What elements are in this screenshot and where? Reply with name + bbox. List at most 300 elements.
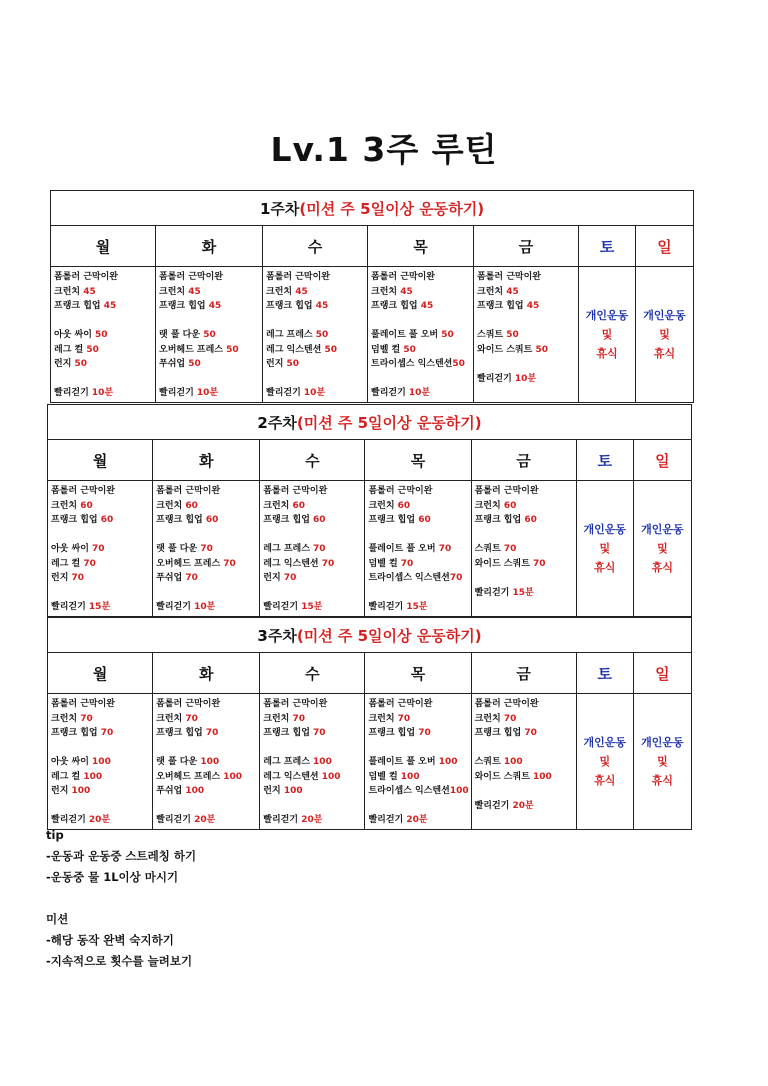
exercise-count: 15분 <box>301 602 323 612</box>
exercise-line <box>159 270 262 285</box>
exercise-line <box>51 712 152 727</box>
rest-line: 휴식 <box>594 774 616 787</box>
exercise-name: 빨리걷기 <box>263 602 302 612</box>
exercise-name: 랫 풀 다운 <box>156 757 201 767</box>
exercise-line <box>368 600 470 615</box>
exercise-name: 크런치 <box>51 500 81 511</box>
exercise-line <box>475 571 576 586</box>
rest-line: 개인운동 <box>583 523 627 536</box>
exercise-line <box>475 726 576 741</box>
exercise-count: 60 <box>524 515 537 525</box>
exercise-count: 15분 <box>512 587 534 598</box>
exercise-line <box>51 799 152 814</box>
rest-line: 개인운동 <box>641 736 684 749</box>
rest-cell <box>576 481 633 617</box>
exercise-line <box>51 784 152 799</box>
exercise-count: 60 <box>80 500 93 511</box>
exercise-name: 와이드 스쿼트 <box>474 558 534 569</box>
routine-cell <box>48 481 153 617</box>
exercise-count: 70 <box>503 544 517 554</box>
exercise-count: 70 <box>397 713 411 724</box>
exercise-line <box>156 755 259 770</box>
exercise-line <box>477 285 578 300</box>
exercise-count: 45 <box>188 286 201 297</box>
exercise-line <box>263 712 364 727</box>
exercise-name: 런지 <box>54 359 75 369</box>
exercise-count: 45 <box>208 301 222 311</box>
exercise-count: 60 <box>503 500 517 511</box>
exercise-line <box>159 328 262 343</box>
exercise-name: 푸쉬업 <box>159 359 189 369</box>
exercise-name: 아웃 싸이 <box>51 757 93 767</box>
exercise-name: 크런치 <box>156 713 186 724</box>
exercise-name: 폼롤러 근막이완 <box>156 699 221 709</box>
exercise-name: 레그 프레스 <box>263 757 314 767</box>
exercise-count: 50 <box>203 330 216 340</box>
exercise-count: 100 <box>449 786 469 796</box>
exercise-line <box>368 755 470 770</box>
mission-item: -지속적으로 횟수를 늘려보기 <box>46 954 193 968</box>
routine-cell <box>368 267 474 403</box>
page-title: Lv.1 3주 루틴 <box>270 130 498 169</box>
exercise-line <box>368 499 470 514</box>
exercise-line <box>51 586 152 601</box>
exercise-name: 폼롤러 근막이완 <box>474 699 539 709</box>
exercise-line <box>156 726 259 741</box>
exercise-name: 프랭크 힙업 <box>263 515 314 525</box>
day-row <box>48 653 692 694</box>
exercise-line <box>156 697 259 712</box>
exercise-name: 아웃 싸이 <box>54 330 96 340</box>
exercise-line <box>475 513 576 528</box>
day-header: 화 <box>153 653 260 694</box>
exercise-count: 45 <box>420 301 434 311</box>
exercise-count: 50 <box>324 344 337 355</box>
exercise-line <box>368 542 470 557</box>
exercise-line <box>156 784 259 799</box>
routine-cell <box>471 694 576 830</box>
exercise-count: 50 <box>403 344 416 355</box>
exercise-name: 폼롤러 근막이완 <box>368 486 433 496</box>
exercise-count: 70 <box>503 713 517 724</box>
mission-item: -해당 동작 완벽 숙지하기 <box>46 933 174 947</box>
exercise-line <box>477 357 578 372</box>
exercise-name: 폼롤러 근막이완 <box>263 699 328 709</box>
notes <box>46 825 196 972</box>
exercise-name: 빨리걷기 <box>51 602 89 612</box>
exercise-name: 프랭크 힙업 <box>474 728 525 738</box>
week-mission: (미션 주 5일이상 운동하기) <box>296 626 482 645</box>
rest-line: 휴식 <box>651 561 674 574</box>
exercise-line <box>156 542 259 557</box>
exercise-name: 런지 <box>263 786 284 796</box>
exercise-count: 15분 <box>406 602 428 612</box>
exercise-line <box>263 813 364 828</box>
exercise-line <box>368 726 470 741</box>
exercise-name: 빨리걷기 <box>266 388 304 398</box>
exercise-count: 45 <box>400 286 413 297</box>
exercise-line <box>368 557 470 572</box>
exercise-line <box>263 484 364 499</box>
exercise-count: 70 <box>185 713 198 724</box>
exercise-name: 빨리걷기 <box>159 388 197 398</box>
tip-item: -운동중 물 1L이상 마시기 <box>46 870 179 884</box>
exercise-name: 크런치 <box>266 286 296 297</box>
day-header: 금 <box>471 440 576 481</box>
exercise-count: 45 <box>295 286 308 297</box>
exercise-count: 60 <box>313 515 326 525</box>
exercise-name: 크런치 <box>371 286 401 297</box>
exercise-name: 오버헤드 프레스 <box>159 344 227 355</box>
day-header: 토 <box>576 653 633 694</box>
exercise-line <box>477 372 578 387</box>
exercise-count: 70 <box>321 558 335 569</box>
exercise-count: 70 <box>524 728 537 738</box>
rest-line: 개인운동 <box>643 309 686 322</box>
exercise-name: 런지 <box>263 573 284 583</box>
exercise-line <box>475 741 576 756</box>
week-header <box>51 191 694 226</box>
week-header <box>48 618 692 653</box>
exercise-name: 스쿼트 <box>477 330 507 340</box>
exercise-line <box>159 299 262 314</box>
exercise-line <box>371 270 473 285</box>
exercise-name: 풀레이트 풀 오버 <box>368 544 439 554</box>
exercise-line <box>263 697 364 712</box>
week-header <box>48 405 692 440</box>
exercise-count: 100 <box>533 771 552 782</box>
exercise-line <box>477 314 578 329</box>
day-header: 토 <box>576 440 633 481</box>
exercise-line <box>263 784 364 799</box>
exercise-name: 스쿼트 <box>474 544 504 554</box>
exercise-name: 크런치 <box>368 713 398 724</box>
exercise-line <box>54 299 155 314</box>
exercise-line <box>266 328 367 343</box>
exercise-line <box>266 372 367 387</box>
exercise-count: 60 <box>292 500 306 511</box>
exercise-name: 덤벨 컬 <box>371 344 404 355</box>
rest-line: 및 <box>601 328 613 341</box>
exercise-line <box>156 586 259 601</box>
day-header: 월 <box>48 653 153 694</box>
rest-line: 휴식 <box>594 561 616 574</box>
exercise-line <box>368 586 470 601</box>
rest-line: 개인운동 <box>585 309 629 322</box>
exercise-line <box>266 386 367 401</box>
exercise-line <box>475 528 576 543</box>
exercise-count: 10분 <box>196 388 219 398</box>
rest-line: 휴식 <box>596 347 618 360</box>
exercise-line <box>51 571 152 586</box>
rest-line: 및 <box>657 755 668 768</box>
exercise-count: 20분 <box>512 800 534 811</box>
exercise-line <box>51 528 152 543</box>
rest-line: 및 <box>657 542 668 555</box>
exercise-line <box>51 726 152 741</box>
exercise-count: 100 <box>92 757 111 767</box>
exercise-count: 60 <box>100 515 114 525</box>
exercise-count: 45 <box>103 301 117 311</box>
exercise-count: 70 <box>100 728 114 738</box>
exercise-name: 빨리걷기 <box>474 800 513 811</box>
exercise-line <box>54 314 155 329</box>
exercise-line <box>54 357 155 372</box>
exercise-name: 런지 <box>266 359 287 369</box>
exercise-name: 와이드 스쿼트 <box>474 771 534 782</box>
exercise-count: 10분 <box>91 388 114 398</box>
exercise-count: 50 <box>441 330 454 340</box>
day-header: 일 <box>633 653 691 694</box>
exercise-count: 70 <box>418 728 431 738</box>
exercise-line <box>477 270 578 285</box>
exercise-count: 70 <box>449 573 463 583</box>
exercise-count: 70 <box>292 713 306 724</box>
exercise-count: 50 <box>86 344 99 355</box>
exercise-count: 60 <box>185 500 198 511</box>
exercise-line <box>368 741 470 756</box>
routine-cell <box>153 694 260 830</box>
exercise-name: 폼롤러 근막이완 <box>51 486 115 496</box>
exercise-line <box>51 542 152 557</box>
exercise-name: 프랭크 힙업 <box>477 301 527 311</box>
exercise-name: 스쿼트 <box>474 757 504 767</box>
exercise-line <box>477 299 578 314</box>
exercise-name: 프랭크 힙업 <box>54 301 104 311</box>
exercise-count: 60 <box>418 515 431 525</box>
exercise-name: 크런치 <box>263 500 293 511</box>
exercise-count: 45 <box>506 286 519 297</box>
exercise-count: 100 <box>313 757 332 767</box>
rest-cell <box>576 694 633 830</box>
exercise-name: 크런치 <box>51 713 81 724</box>
routine-cell <box>471 481 576 617</box>
week-table-3 <box>47 617 692 830</box>
exercise-line <box>263 499 364 514</box>
rest-line: 개인운동 <box>641 523 684 536</box>
exercise-line <box>368 697 470 712</box>
exercise-count: 60 <box>397 500 411 511</box>
routine-cell <box>474 267 579 403</box>
routine-cell <box>48 694 153 830</box>
day-header: 수 <box>263 226 368 267</box>
week-header-row <box>48 405 692 440</box>
day-header: 월 <box>48 440 153 481</box>
exercise-count: 100 <box>185 786 205 796</box>
exercise-line <box>54 270 155 285</box>
exercise-line <box>475 484 576 499</box>
exercise-line <box>51 499 152 514</box>
exercise-name: 런지 <box>51 786 72 796</box>
exercise-name: 프랭크 힙업 <box>474 515 525 525</box>
exercise-name: 덤벨 컬 <box>368 558 401 569</box>
routine-cell <box>51 267 156 403</box>
day-header: 토 <box>579 226 636 267</box>
exercise-line <box>156 484 259 499</box>
exercise-count: 70 <box>533 558 546 569</box>
exercise-line <box>368 799 470 814</box>
exercise-name: 레그 익스텐션 <box>263 771 322 782</box>
exercise-name: 프랭크 힙업 <box>368 728 419 738</box>
exercise-line <box>475 586 576 601</box>
exercise-line <box>475 755 576 770</box>
exercise-line <box>51 697 152 712</box>
day-header: 일 <box>636 226 694 267</box>
exercise-count: 10분 <box>194 602 216 612</box>
exercise-line <box>477 343 578 358</box>
day-header: 금 <box>471 653 576 694</box>
exercise-name: 아웃 싸이 <box>51 544 93 554</box>
exercise-count: 100 <box>200 757 220 767</box>
exercise-line <box>159 343 262 358</box>
exercise-name: 빨리걷기 <box>368 815 407 825</box>
exercise-count: 45 <box>526 301 540 311</box>
exercise-name: 폼롤러 근막이완 <box>368 699 433 709</box>
week-table-1 <box>50 190 694 403</box>
exercise-line <box>263 571 364 586</box>
exercise-line <box>368 513 470 528</box>
day-header: 일 <box>633 440 691 481</box>
exercise-name: 덤벨 컬 <box>368 771 401 782</box>
exercise-line <box>368 528 470 543</box>
exercise-line <box>263 755 364 770</box>
exercise-name: 크런치 <box>54 286 84 297</box>
day-header: 월 <box>51 226 156 267</box>
exercise-line <box>368 784 470 799</box>
exercise-name: 레그 컬 <box>51 771 84 782</box>
exercise-name: 빨리걷기 <box>371 388 409 398</box>
exercise-line <box>368 712 470 727</box>
exercise-name: 풀레이트 풀 오버 <box>368 757 439 767</box>
exercise-line <box>368 770 470 785</box>
exercise-name: 레그 프레스 <box>266 330 316 340</box>
exercise-name: 폼롤러 근막이완 <box>371 272 435 282</box>
exercise-line <box>371 314 473 329</box>
exercise-name: 폼롤러 근막이완 <box>474 486 539 496</box>
exercise-line <box>475 499 576 514</box>
exercise-name: 프랭크 힙업 <box>159 301 209 311</box>
exercise-line <box>475 799 576 814</box>
exercise-line <box>266 270 367 285</box>
exercise-line <box>159 357 262 372</box>
exercise-count: 100 <box>400 771 420 782</box>
exercise-count: 70 <box>71 573 85 583</box>
routine-row <box>48 694 692 830</box>
exercise-count: 70 <box>200 544 213 554</box>
exercise-name: 프랭크 힙업 <box>371 301 421 311</box>
exercise-line <box>159 314 262 329</box>
exercise-line <box>368 484 470 499</box>
week-table-2 <box>47 404 692 617</box>
exercise-count: 100 <box>283 786 303 796</box>
exercise-line <box>371 285 473 300</box>
exercise-line <box>368 813 470 828</box>
exercise-name: 프랭크 힙업 <box>368 515 419 525</box>
rest-line: 및 <box>599 542 611 555</box>
exercise-line <box>51 557 152 572</box>
exercise-count: 10분 <box>303 388 326 398</box>
routine-cell <box>263 267 368 403</box>
exercise-count: 70 <box>80 713 93 724</box>
exercise-line <box>477 328 578 343</box>
exercise-line <box>51 600 152 615</box>
exercise-line <box>159 285 262 300</box>
exercise-line <box>263 741 364 756</box>
exercise-line <box>156 741 259 756</box>
exercise-name: 크런치 <box>159 286 189 297</box>
exercise-name: 빨리걷기 <box>263 815 302 825</box>
exercise-name: 폼롤러 근막이완 <box>477 272 541 282</box>
exercise-line <box>51 770 152 785</box>
routine-row <box>51 267 694 403</box>
routine-cell <box>365 481 471 617</box>
exercise-count: 10분 <box>408 388 431 398</box>
exercise-name: 프랭크 힙업 <box>266 301 316 311</box>
exercise-count: 70 <box>205 728 219 738</box>
exercise-line <box>263 770 364 785</box>
exercise-count: 20분 <box>194 815 216 825</box>
exercise-line <box>368 571 470 586</box>
exercise-count: 45 <box>83 286 96 297</box>
exercise-line <box>263 557 364 572</box>
day-header: 목 <box>365 440 471 481</box>
routine-cell <box>156 267 263 403</box>
exercise-line <box>54 372 155 387</box>
exercise-count: 70 <box>83 558 96 569</box>
exercise-count: 50 <box>452 359 465 369</box>
exercise-name: 크런치 <box>474 500 504 511</box>
exercise-name: 폼롤러 근막이완 <box>266 272 330 282</box>
exercise-line <box>51 755 152 770</box>
exercise-line <box>266 314 367 329</box>
exercise-line <box>156 712 259 727</box>
exercise-line <box>159 372 262 387</box>
exercise-line <box>54 343 155 358</box>
exercise-count: 20분 <box>88 815 111 825</box>
day-header: 수 <box>260 440 365 481</box>
exercise-count: 20분 <box>406 815 428 825</box>
exercise-name: 트라이셉스 익스텐션 <box>368 573 450 583</box>
exercise-line <box>263 600 364 615</box>
exercise-name: 크런치 <box>477 286 507 297</box>
exercise-count: 10분 <box>514 373 537 384</box>
day-header: 목 <box>368 226 474 267</box>
exercise-line <box>156 513 259 528</box>
exercise-name: 폼롤러 근막이완 <box>263 486 328 496</box>
exercise-line <box>156 600 259 615</box>
exercise-count: 70 <box>92 544 105 554</box>
exercise-name: 빨리걷기 <box>51 815 89 825</box>
exercise-name: 크런치 <box>263 713 293 724</box>
exercise-name: 트라이셉스 익스텐션 <box>371 359 453 369</box>
exercise-name: 트라이셉스 익스텐션 <box>368 786 450 796</box>
exercise-name: 빨리걷기 <box>474 587 513 598</box>
exercise-name: 크런치 <box>368 500 398 511</box>
exercise-name: 프랭크 힙업 <box>156 515 206 525</box>
exercise-count: 15분 <box>88 602 111 612</box>
exercise-line <box>266 299 367 314</box>
exercise-line <box>371 299 473 314</box>
rest-line: 및 <box>659 328 670 341</box>
exercise-line <box>263 542 364 557</box>
exercise-line <box>266 285 367 300</box>
exercise-line <box>371 328 473 343</box>
exercise-count: 100 <box>438 757 458 767</box>
exercise-line <box>54 386 155 401</box>
rest-line: 및 <box>599 755 611 768</box>
exercise-count: 70 <box>283 573 297 583</box>
exercise-name: 랫 풀 다운 <box>159 330 204 340</box>
